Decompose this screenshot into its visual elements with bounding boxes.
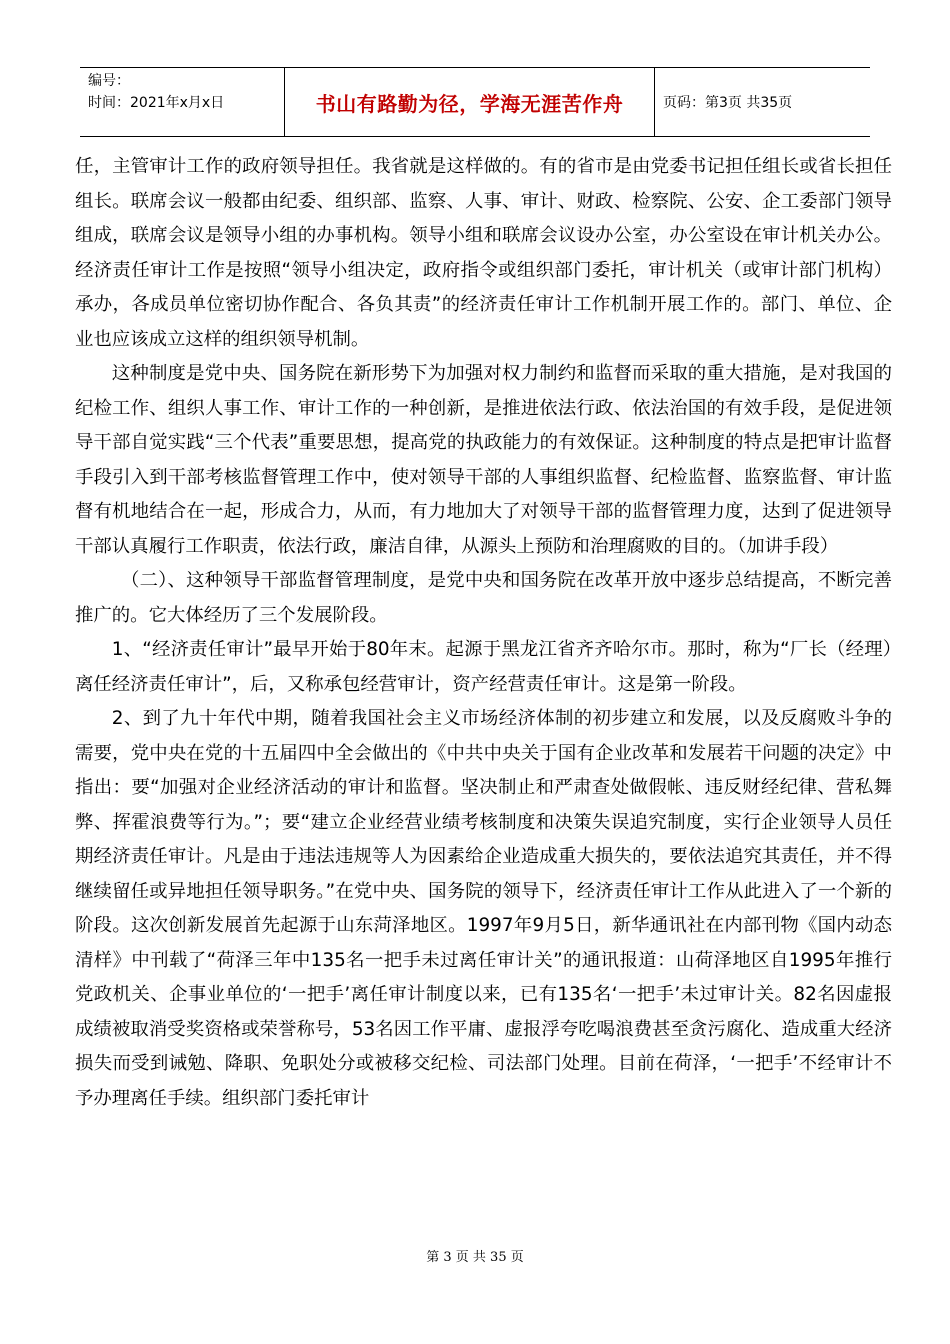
page-header	[80, 67, 870, 137]
paragraph: 2、到了九十年代中期，随着我国社会主义市场经济体制的初步建立和发展，以及反腐败斗争的需要，党中央在党的十五届四中全会做出的《中共中央关于国有企业改革和发展若干问题的决定》中指出：要“加强对企业经济活动的审计和监督。坚决制止和严肃查处做假帐、违反财经纪律、营私舞弊、挥霍浪费等行为。”；要“建立企业经营业绩考核制度和决策失误追究制度，实行企业领导人员任期经济责任审计。凡是由于违法违规等人为因素给企业造成重大损失的，要依法追究其责任，并不得继续留任或异地担任领导职务。”在党中央、国务院的领导下，经济责任审计工作从此进入了一个新的阶段。这次创新发展首先起源于山东菏泽地区。1997年9月5日，新华通讯社在内部刊物《国内动态清样》中刊载了“荷泽三年中135名一把手未过离任审计关”的通讯报道：山荷泽地区自1995年推行党政机关、企事业单位的‘一把手’离任审计制度以来，已有135名‘一把手’未过审计关。82名因虚报成绩被取消受奖资格或荣誉称号，53名因工作平庸、虚报浮夸吃喝浪费甚至贪污腐化、造成重大经济损失而受到诫勉、降职、免职处分或被移交纪检、司法部门处理。目前在荷泽，‘一把手’不经审计不予办理离任手续。组织部门委托审计	[75, 708, 892, 1109]
paragraph: 这种制度是党中央、国务院在新形势下为加强对权力制约和监督而采取的重大措施，是对我国的纪检工作、组织人事工作、审计工作的一种创新，是推进依法行政、依法治国的有效手段，是促进领导干部自觉实践“三个代表”重要思想，提高党的执政能力的有效保证。这种制度的特点是把审计监督手段引入到干部考核监督管理工作中，使对领导干部的人事组织监督、纪检监督、监察监督、审计监督有机地结合在一起，形成合力，从而，有力地加大了对领导干部的监督管理力度，达到了促进领导干部认真履行工作职责，依法行政，廉洁自律，从源头上预防和治理腐败的目的。（加讲手段）	[75, 363, 892, 557]
page-footer: 第 3 页 共 35 页	[426, 1250, 524, 1265]
paragraph: 任，主管审计工作的政府领导担任。我省就是这样做的。有的省市是由党委书记担任组长或省长担任组长。联席会议一般都由纪委、组织部、监察、人事、审计、财政、检察院、公安、企工委部门领导组成，联席会议是领导小组的办事机构。领导小组和联席会议设办公室，办公室设在审计机关办公。经济责任审计工作是按照“领导小组决定，政府指令或组织部门委托，审计机关（或审计部门机构）承办，各成员单位密切协作配合、各负其责”的经济责任审计工作机制开展工作的。部门、单位、企业也应该成立这样的组织领导机制。	[75, 156, 892, 350]
header-meta	[80, 68, 285, 136]
page-info: 页码：第3页 共35页	[663, 95, 793, 111]
paragraph: （二）、这种领导干部监督管理制度，是党中央和国务院在改革开放中逐步总结提高，不断完善推广的。它大体经历了三个发展阶段。	[75, 570, 892, 626]
number-label: 编号：	[88, 73, 130, 89]
document-body	[75, 150, 892, 1116]
paragraph: 1、“经济责任审计”最早开始于80年末。起源于黑龙江省齐齐哈尔市。那时，称为“厂长（经理）离任经济责任审计”，后，又称承包经营审计，资产经营责任审计。这是第一阶段。	[75, 639, 892, 695]
motto: 书山有路勤为径，学海无涯苦作舟	[285, 68, 655, 136]
date-label: 时间：2021年x月x日	[88, 95, 225, 111]
